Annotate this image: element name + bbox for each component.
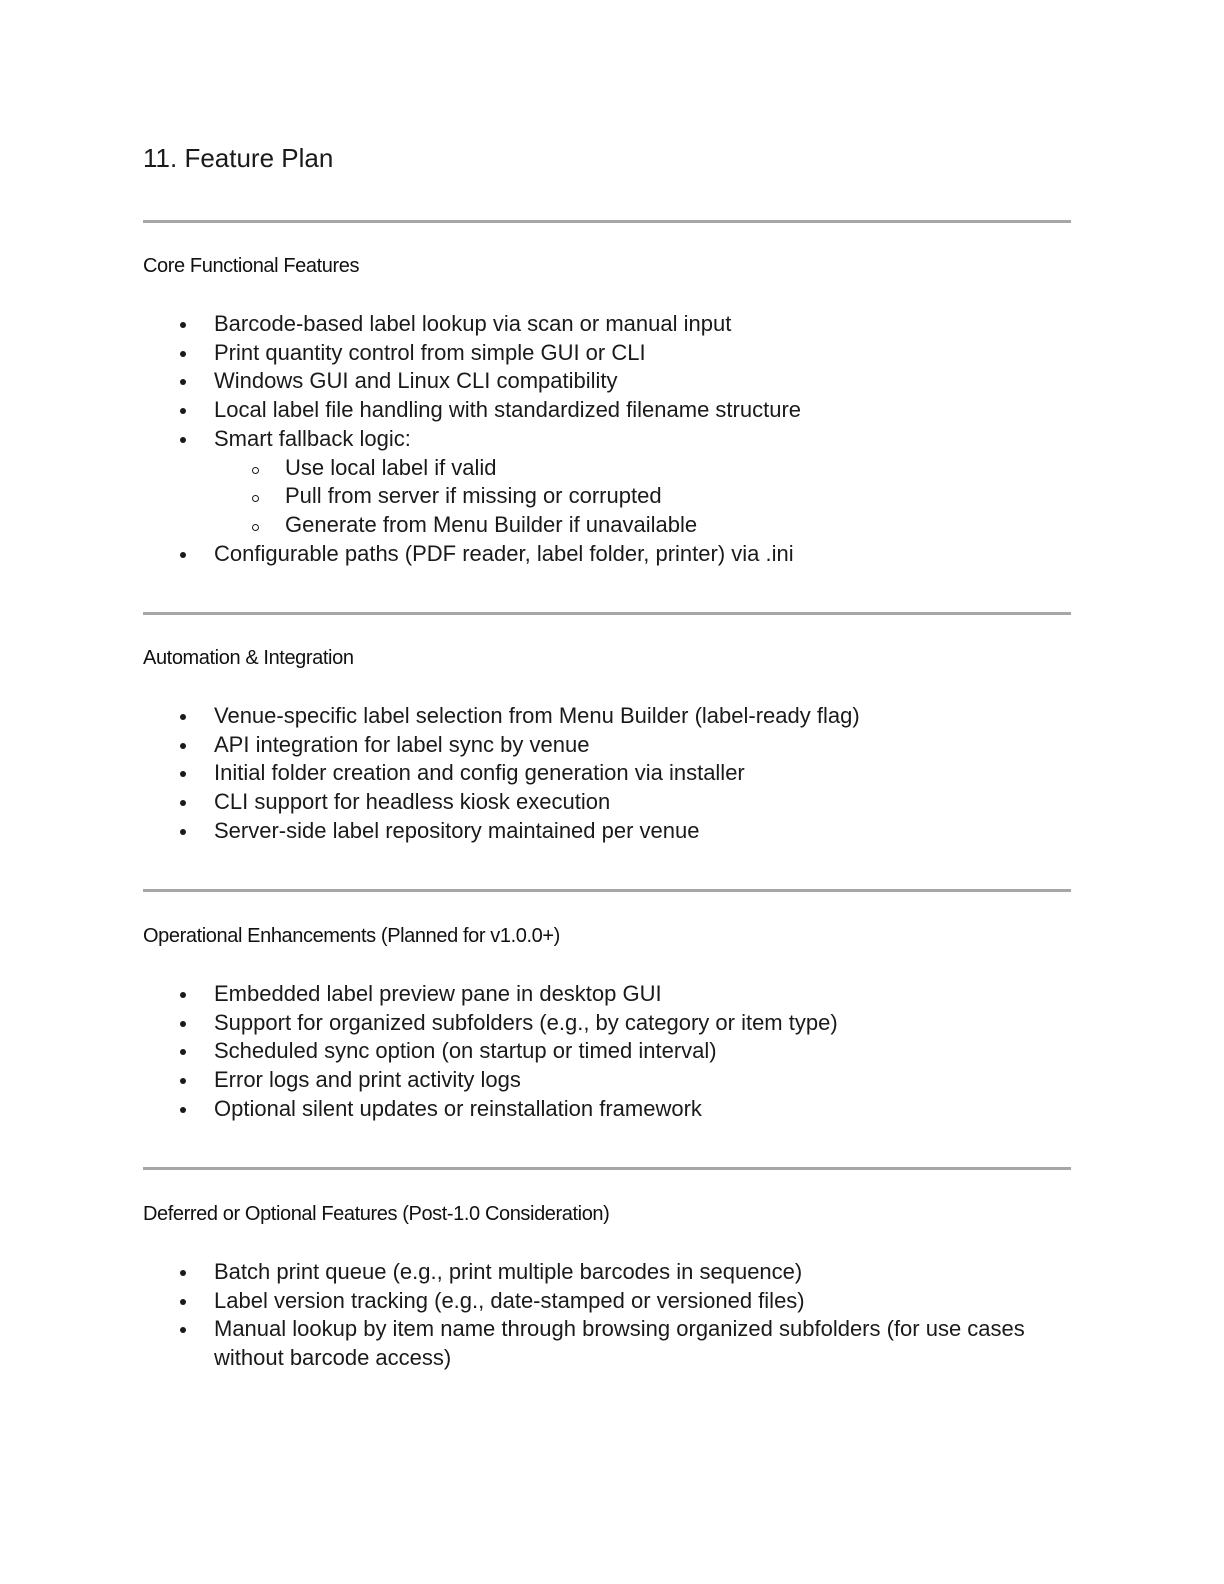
operational-list [143, 980, 1071, 1124]
list-item-text: Error logs and print activity logs [214, 1067, 521, 1093]
list-item [143, 1095, 1044, 1124]
list-item [143, 1315, 1044, 1372]
list-item-text: Configurable paths (PDF reader, label folder, printer) via .ini [214, 540, 794, 566]
list-item-text: Initial folder creation and config generation via installer [214, 760, 745, 786]
list-item [143, 367, 1044, 396]
bullet-icon [180, 437, 186, 443]
sub-list-item [214, 511, 1045, 540]
fallback-sublist [214, 454, 1044, 540]
list-item [143, 425, 1044, 540]
list-item [143, 310, 1044, 339]
horizontal-rule [143, 889, 1071, 892]
sub-list-item-text: Use local label if valid [285, 454, 497, 480]
bullet-icon [180, 408, 186, 414]
list-item-text: API integration for label sync by venue [214, 731, 590, 757]
bullet-icon [180, 829, 186, 835]
list-item [143, 731, 1044, 760]
list-item-text: Local label file handling with standardized filename structure [214, 397, 802, 423]
list-item-text: Server-side label repository maintained per venue [214, 817, 700, 843]
list-item [143, 339, 1044, 368]
sub-list-item-text: Pull from server if missing or corrupted [285, 483, 662, 509]
list-item [143, 396, 1044, 425]
list-item-text: Manual lookup by item name through browsing organized subfolders (for use cases without barcode access) [214, 1316, 1025, 1371]
bullet-icon [180, 714, 186, 720]
hollow-bullet-icon [252, 495, 259, 502]
deferred-list [143, 1258, 1071, 1373]
bullet-icon [180, 771, 186, 777]
list-item-text: Smart fallback logic: [214, 425, 411, 451]
section-heading-automation-integration: Automation & Integration [143, 647, 354, 669]
bullet-icon [180, 1327, 186, 1333]
list-item [143, 1258, 1044, 1287]
hollow-bullet-icon [252, 524, 259, 531]
automation-list [143, 702, 1071, 846]
bullet-icon [180, 743, 186, 749]
list-item-text: Optional silent updates or reinstallation framework [214, 1095, 702, 1121]
list-item [143, 1009, 1044, 1038]
list-item-text: Venue-specific label selection from Menu Builder (label-ready flag) [214, 703, 860, 728]
bullet-icon [180, 1021, 186, 1027]
list-item [143, 980, 1044, 1009]
bullet-icon [180, 379, 186, 385]
hollow-bullet-icon [252, 467, 259, 474]
document-page [143, 0, 1071, 1584]
sub-list-item [214, 482, 1045, 511]
bullet-icon [180, 1270, 186, 1276]
section-heading-deferred-features: Deferred or Optional Features (Post-1.0 Consideration) [143, 1203, 610, 1225]
list-item-text: Scheduled sync option (on startup or timed interval) [214, 1038, 717, 1064]
horizontal-rule [143, 220, 1071, 223]
bullet-icon [180, 322, 186, 328]
bullet-icon [180, 1078, 186, 1084]
list-item [143, 817, 1044, 846]
list-item [143, 1066, 1044, 1095]
list-item-text: Windows GUI and Linux CLI compatibility [214, 368, 618, 394]
list-item [143, 788, 1044, 817]
sub-list-item [214, 454, 1045, 483]
list-item [143, 540, 1044, 569]
horizontal-rule [143, 1167, 1071, 1170]
section-heading-core-functional-features: Core Functional Features [143, 255, 360, 277]
list-item-text: Barcode-based label lookup via scan or manual input [214, 311, 732, 336]
section-heading-operational-enhancements: Operational Enhancements (Planned for v1.0.0+) [143, 925, 560, 947]
sub-list-item-text: Generate from Menu Builder if unavailable [285, 511, 698, 537]
bullet-icon [180, 800, 186, 806]
list-item [143, 1287, 1044, 1316]
bullet-icon [180, 992, 186, 998]
list-item-text: Label version tracking (e.g., date-stamped or versioned files) [214, 1287, 805, 1313]
list-item-text: Batch print queue (e.g., print multiple barcodes in sequence) [214, 1259, 803, 1284]
bullet-icon [180, 351, 186, 357]
list-item [143, 759, 1044, 788]
list-item-text: CLI support for headless kiosk execution [214, 789, 611, 815]
horizontal-rule [143, 612, 1071, 615]
list-item [143, 1037, 1044, 1066]
list-item-text: Print quantity control from simple GUI or CLI [214, 339, 646, 365]
list-item-text: Support for organized subfolders (e.g., by category or item type) [214, 1009, 838, 1035]
document-title: 11. Feature Plan [143, 143, 334, 173]
list-item [143, 702, 1044, 731]
bullet-icon [180, 1049, 186, 1055]
list-item-text: Embedded label preview pane in desktop GUI [214, 981, 662, 1006]
core-features-list [143, 310, 1071, 568]
bullet-icon [180, 552, 186, 558]
bullet-icon [180, 1299, 186, 1305]
bullet-icon [180, 1107, 186, 1113]
